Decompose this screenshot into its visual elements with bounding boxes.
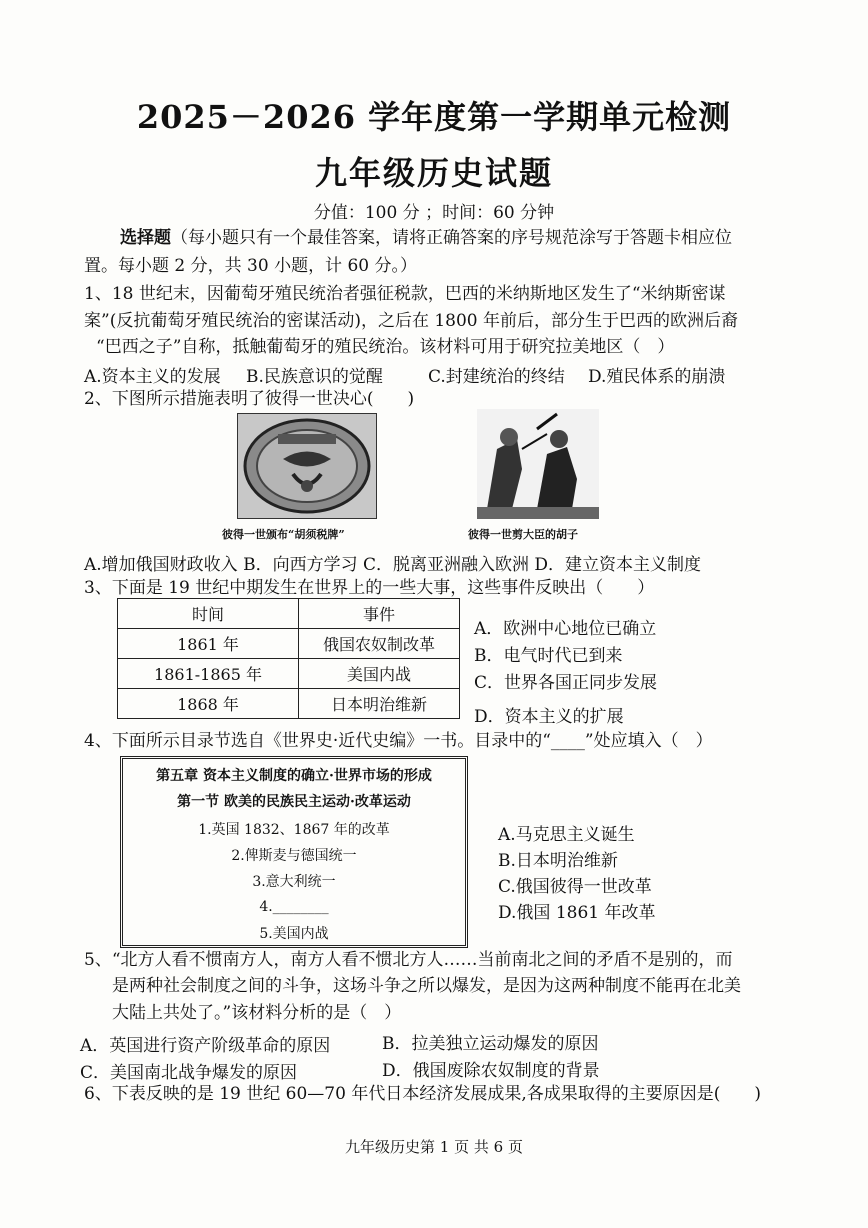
q5-option-a: A．英国进行资产阶级革命的原因 bbox=[80, 1036, 331, 1056]
table-header-event: 事件 bbox=[299, 599, 460, 629]
q1-line-1: 1、18 世纪末，因葡萄牙殖民统治者强征税款，巴西的米纳斯地区发生了“米纳斯密谋 bbox=[84, 284, 726, 304]
q5-line-3: 大陆上共处了。”该材料分析的是（ ） bbox=[112, 1003, 402, 1023]
q3-option-c: C．世界各国正同步发展 bbox=[474, 673, 658, 693]
q1-option-d: D.殖民体系的崩溃 bbox=[588, 367, 726, 387]
table-row bbox=[118, 629, 460, 659]
q3-option-d: D．资本主义的扩展 bbox=[474, 707, 624, 727]
exam-title: 2025－2026 学年度第一学期单元检测 bbox=[136, 98, 732, 136]
q5-option-d: D．俄国废除农奴制度的背景 bbox=[382, 1061, 600, 1081]
q4-option-c: C.俄国彼得一世改革 bbox=[498, 877, 652, 897]
q5-option-c: C．美国南北战争爆发的原因 bbox=[80, 1063, 298, 1083]
toc-item: 2.俾斯麦与德国统一 bbox=[231, 848, 357, 864]
q4-stem: 4、下面所示目录节选自《世界史·近代史编》一书。目录中的“____”处应填入（ ） bbox=[84, 731, 713, 751]
table-cell: 1861-1865 年 bbox=[118, 659, 299, 689]
page-footer: 九年级历史第 1 页 共 6 页 bbox=[345, 1138, 523, 1156]
beard-token-illustration bbox=[238, 414, 376, 518]
beard-cutting-image bbox=[477, 409, 599, 519]
exam-meta: 分值：100 分 ；时间：60 分钟 bbox=[313, 203, 555, 223]
table-header-row bbox=[118, 599, 460, 629]
events-table bbox=[117, 598, 460, 719]
table-cell: 1868 年 bbox=[118, 689, 299, 719]
section-heading: 选择题 bbox=[120, 228, 171, 248]
table-cell: 俄国农奴制改革 bbox=[299, 629, 460, 659]
table-cell: 1861 年 bbox=[118, 629, 299, 659]
beard-token-image bbox=[237, 413, 377, 519]
q5-option-b: B．拉美独立运动爆发的原因 bbox=[382, 1034, 599, 1054]
instructions-line-1: （每小题只有一个最佳答案，请将正确答案的序号规范涂写于答题卡相应位 bbox=[171, 228, 732, 248]
table-cell: 美国内战 bbox=[299, 659, 460, 689]
table-header-time: 时间 bbox=[118, 599, 299, 629]
q4-option-a: A.马克思主义诞生 bbox=[498, 825, 635, 845]
toc-item: 5.美国内战 bbox=[259, 926, 329, 942]
q3-option-a: A．欧洲中心地位已确立 bbox=[474, 619, 657, 639]
q3-stem: 3、下面是 19 世纪中期发生在世界上的一些大事，这些事件反映出（ ） bbox=[84, 578, 655, 598]
table-of-contents bbox=[120, 756, 468, 948]
instructions-line-2: 置。每小题 2 分，共 30 小题，计 60 分。） bbox=[84, 256, 418, 276]
toc-item: 1.英国 1832、1867 年的改革 bbox=[198, 822, 390, 838]
toc-section: 第一节 欧美的民族民主运动·改革运动 bbox=[177, 794, 411, 810]
caption-left: 彼得一世颁布“胡须税牌” bbox=[222, 528, 345, 541]
q4-option-d: D.俄国 1861 年改革 bbox=[498, 903, 656, 923]
q2-stem: 2、下图所示措施表明了彼得一世决心( ) bbox=[84, 389, 415, 409]
section-instructions bbox=[120, 228, 732, 248]
q6-stem: 6、下表反映的是 19 世纪 60—70 年代日本经济发展成果,各成果取得的主要原因是( ) bbox=[84, 1084, 761, 1104]
q1-option-c: C.封建统治的终结 bbox=[428, 367, 565, 387]
table-row bbox=[118, 689, 460, 719]
q1-line-3: “巴西之子”自称，抵触葡萄牙的殖民统治。该材料可用于研究拉美地区（ ） bbox=[96, 337, 675, 357]
table-row bbox=[118, 659, 460, 689]
toc-item: 3.意大利统一 bbox=[252, 874, 336, 890]
caption-right: 彼得一世剪大臣的胡子 bbox=[468, 528, 578, 541]
q2-options: A.增加俄国财政收入 B．向西方学习 C．脱离亚洲融入欧洲 D．建立资本主义制度 bbox=[84, 555, 702, 575]
q1-option-a: A.资本主义的发展 bbox=[84, 367, 221, 387]
q3-option-b: B．电气时代已到来 bbox=[474, 646, 623, 666]
q5-line-1: 5、“北方人看不惯南方人，南方人看不惯北方人……当前南北之间的矛盾不是别的，而 bbox=[84, 950, 733, 970]
q5-line-2: 是两种社会制度之间的斗争，这场斗争之所以爆发，是因为这两种制度不能再在北美 bbox=[112, 976, 741, 996]
toc-item: 4.________ bbox=[259, 899, 329, 915]
q4-option-b: B.日本明治维新 bbox=[498, 851, 618, 871]
q1-line-2: 案”(反抗葡萄牙殖民统治的密谋活动)，之后在 1800 年前后，部分生于巴西的欧洲后裔 bbox=[84, 311, 739, 331]
beard-cutting-illustration bbox=[477, 409, 599, 519]
table-cell: 日本明治维新 bbox=[299, 689, 460, 719]
toc-chapter: 第五章 资本主义制度的确立·世界市场的形成 bbox=[156, 768, 432, 784]
q1-option-b: B.民族意识的觉醒 bbox=[246, 367, 383, 387]
exam-subtitle: 九年级历史试题 bbox=[314, 154, 553, 192]
